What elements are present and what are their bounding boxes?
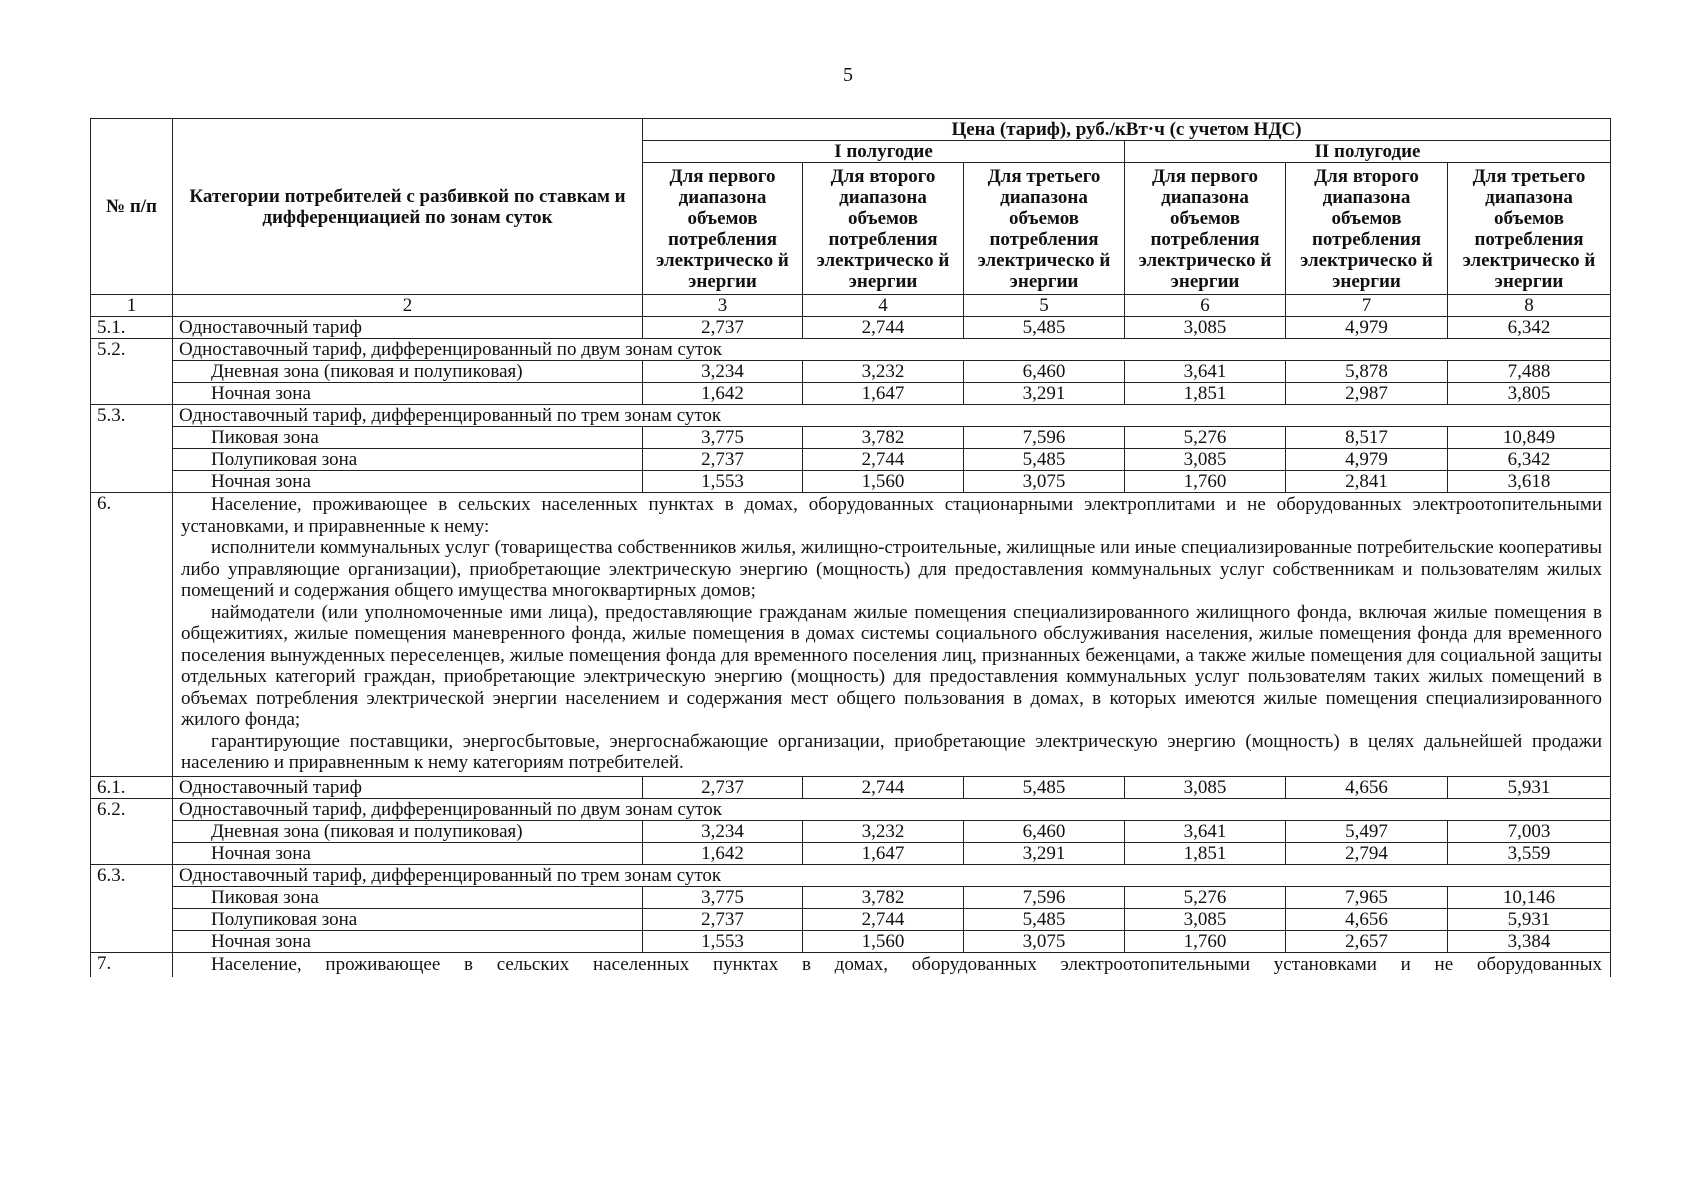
tariff-value: 3,075: [964, 471, 1125, 493]
tariff-value: 3,234: [643, 820, 803, 842]
row-number: 6.3.: [91, 864, 173, 952]
table-row: [91, 930, 1611, 952]
table-row: [91, 405, 1611, 427]
tariff-value: 5,497: [1286, 820, 1448, 842]
row-label: Ночная зона: [173, 471, 643, 493]
row-number: 5.3.: [91, 405, 173, 493]
tariff-value: 2,744: [803, 449, 964, 471]
tariff-value: 3,291: [964, 842, 1125, 864]
row-label: Одноставочный тариф, дифференцированный по двум зонам суток: [173, 339, 1611, 361]
tariff-value: 2,737: [643, 449, 803, 471]
tariff-value: 2,744: [803, 776, 964, 798]
tariff-value: 3,384: [1448, 930, 1611, 952]
row-label: Ночная зона: [173, 930, 643, 952]
header-range-h1-1: Для первого диапазона объемов потребления электрическо й энергии: [643, 163, 803, 295]
tariff-value: 2,794: [1286, 842, 1448, 864]
tariff-value: 5,485: [964, 449, 1125, 471]
row-label: Пиковая зона: [173, 886, 643, 908]
tariff-value: 1,560: [803, 930, 964, 952]
description-paragraph: исполнители коммунальных услуг (товарищества собственников жилья, жилищно-строительные, жилищные или иные специализированные потребительские кооперативы либо управляющие организации), приобретающие электрическую энергию (мощность) для предоставления коммунальных услуг собственникам и пользователям жилых помещений и содержания общего имущества многоквартирных домов;: [181, 537, 1603, 601]
table-row: [91, 493, 1611, 777]
table-row: [91, 798, 1611, 820]
tariff-value: 2,737: [643, 317, 803, 339]
tariff-value: 5,276: [1125, 886, 1286, 908]
header-range-h1-3: Для третьего диапазона объемов потребления электрическо й энергии: [964, 163, 1125, 295]
tariff-value: 4,979: [1286, 449, 1448, 471]
row-label: Ночная зона: [173, 842, 643, 864]
tariff-value: 7,965: [1286, 886, 1448, 908]
tariff-value: 8,517: [1286, 427, 1448, 449]
tariff-value: 7,003: [1448, 820, 1611, 842]
tariff-value: 3,775: [643, 427, 803, 449]
tariff-value: 6,342: [1448, 449, 1611, 471]
header-range-h2-1: Для первого диапазона объемов потребления электрическо й энергии: [1125, 163, 1286, 295]
tariff-value: 1,553: [643, 471, 803, 493]
table-row: [91, 952, 1611, 977]
col-number: 2: [173, 295, 643, 317]
row-number: 5.2.: [91, 339, 173, 405]
tariff-value: 1,760: [1125, 930, 1286, 952]
tariff-value: 7,596: [964, 427, 1125, 449]
consumer-description: [173, 952, 1611, 977]
row-number: 7.: [91, 952, 173, 977]
tariff-value: 5,485: [964, 776, 1125, 798]
tariff-value: 1,647: [803, 383, 964, 405]
header-price-title: Цена (тариф), руб./кВт·ч (с учетом НДС): [643, 119, 1611, 141]
tariff-value: 4,979: [1286, 317, 1448, 339]
tariff-value: 3,641: [1125, 820, 1286, 842]
tariff-value: 3,075: [964, 930, 1125, 952]
row-number: 6.1.: [91, 776, 173, 798]
col-number: 1: [91, 295, 173, 317]
header-range-h1-2: Для второго диапазона объемов потребления электрическо й энергии: [803, 163, 964, 295]
header-row-1: [91, 119, 1611, 141]
row-label: Ночная зона: [173, 383, 643, 405]
row-label: Одноставочный тариф, дифференцированный по трем зонам суток: [173, 864, 1611, 886]
table-row: [91, 383, 1611, 405]
tariff-value: 2,744: [803, 317, 964, 339]
tariff-value: 3,232: [803, 820, 964, 842]
tariff-value: 5,878: [1286, 361, 1448, 383]
row-label: Одноставочный тариф, дифференцированный по трем зонам суток: [173, 405, 1611, 427]
row-number: 6.: [91, 493, 173, 777]
header-category: Категории потребителей с разбивкой по ставкам и дифференциацией по зонам суток: [173, 119, 643, 295]
tariff-value: 2,987: [1286, 383, 1448, 405]
table-row: [91, 776, 1611, 798]
tariff-value: 1,642: [643, 842, 803, 864]
table-row: [91, 886, 1611, 908]
tariff-value: 5,276: [1125, 427, 1286, 449]
column-number-row: [91, 295, 1611, 317]
tariff-value: 3,085: [1125, 776, 1286, 798]
tariff-value: 3,291: [964, 383, 1125, 405]
tariff-value: 6,460: [964, 361, 1125, 383]
tariff-value: 5,485: [964, 908, 1125, 930]
header-num: № п/п: [91, 119, 173, 295]
table-row: [91, 449, 1611, 471]
table-row: [91, 471, 1611, 493]
row-label: Дневная зона (пиковая и полупиковая): [173, 361, 643, 383]
col-number: 6: [1125, 295, 1286, 317]
tariff-value: 5,931: [1448, 908, 1611, 930]
tariff-value: 1,647: [803, 842, 964, 864]
row-label: Полупиковая зона: [173, 908, 643, 930]
tariff-value: 6,342: [1448, 317, 1611, 339]
tariff-value: 5,485: [964, 317, 1125, 339]
tariff-value: 2,744: [803, 908, 964, 930]
tariff-value: 3,559: [1448, 842, 1611, 864]
tariff-value: 2,737: [643, 776, 803, 798]
row-label: Одноставочный тариф: [173, 317, 643, 339]
tariff-value: 1,560: [803, 471, 964, 493]
row-number: 6.2.: [91, 798, 173, 864]
tariff-value: 3,232: [803, 361, 964, 383]
row-label: Дневная зона (пиковая и полупиковая): [173, 820, 643, 842]
tariff-value: 3,775: [643, 886, 803, 908]
col-number: 3: [643, 295, 803, 317]
table-row: [91, 908, 1611, 930]
table-row: [91, 427, 1611, 449]
row-label: Одноставочный тариф, дифференцированный по двум зонам суток: [173, 798, 1611, 820]
row-label: Одноставочный тариф: [173, 776, 643, 798]
table-row: [91, 317, 1611, 339]
table-row: [91, 339, 1611, 361]
tariff-value: 2,657: [1286, 930, 1448, 952]
tariff-value: 10,146: [1448, 886, 1611, 908]
tariff-value: 2,737: [643, 908, 803, 930]
tariff-value: 3,618: [1448, 471, 1611, 493]
tariff-value: 3,085: [1125, 317, 1286, 339]
tariff-value: 3,085: [1125, 449, 1286, 471]
tariff-value: 1,553: [643, 930, 803, 952]
header-range-h2-3: Для третьего диапазона объемов потребления электрическо й энергии: [1448, 163, 1611, 295]
row-label: Полупиковая зона: [173, 449, 643, 471]
tariff-value: 3,641: [1125, 361, 1286, 383]
tariff-value: 1,851: [1125, 842, 1286, 864]
tariff-value: 7,488: [1448, 361, 1611, 383]
tariff-value: 3,782: [803, 886, 964, 908]
page-number: 5: [843, 64, 853, 86]
tariff-value: 1,760: [1125, 471, 1286, 493]
tariff-value: 3,085: [1125, 908, 1286, 930]
tariff-value: 1,851: [1125, 383, 1286, 405]
consumer-description: [173, 493, 1611, 777]
tariff-value: 7,596: [964, 886, 1125, 908]
tariff-value: 3,782: [803, 427, 964, 449]
tariff-value: 2,841: [1286, 471, 1448, 493]
description-paragraph: Население, проживающее в сельских населенных пунктах в домах, оборудованных электроотопительными установками и не оборудованных: [211, 953, 1603, 975]
tariff-value: 10,849: [1448, 427, 1611, 449]
table-row: [91, 864, 1611, 886]
col-number: 4: [803, 295, 964, 317]
header-half-1: I полугодие: [643, 141, 1125, 163]
col-number: 5: [964, 295, 1125, 317]
tariff-value: 6,460: [964, 820, 1125, 842]
tariff-value: 3,805: [1448, 383, 1611, 405]
header-half-2: II полугодие: [1125, 141, 1611, 163]
tariff-table: [90, 118, 1611, 977]
row-number: 5.1.: [91, 317, 173, 339]
col-number: 7: [1286, 295, 1448, 317]
tariff-value: 1,642: [643, 383, 803, 405]
description-paragraph: Население, проживающее в сельских населенных пунктах в домах, оборудованных стационарными электроплитами и не оборудованных электроотопительными установками, и приравненные к нему:: [181, 494, 1603, 537]
table-row: [91, 361, 1611, 383]
row-label: Пиковая зона: [173, 427, 643, 449]
description-paragraph: гарантирующие поставщики, энергосбытовые, энергоснабжающие организации, приобретающие электрическую энергию (мощность) в целях дальнейшей продажи населению и приравненным к нему категориям потребителей.: [181, 730, 1603, 773]
table-row: [91, 842, 1611, 864]
tariff-value: 5,931: [1448, 776, 1611, 798]
col-number: 8: [1448, 295, 1611, 317]
tariff-value: 3,234: [643, 361, 803, 383]
tariff-value: 4,656: [1286, 908, 1448, 930]
header-range-h2-2: Для второго диапазона объемов потребления электрическо й энергии: [1286, 163, 1448, 295]
table-row: [91, 820, 1611, 842]
tariff-value: 4,656: [1286, 776, 1448, 798]
description-paragraph: наймодатели (или уполномоченные ими лица), предоставляющие гражданам жилые помещения специализированного жилищного фонда, включая жилые помещения в общежитиях, жилые помещения маневренного фонда, жилые помещения в домах системы социального обслуживания населения, жилые помещения фонда для временного поселения вынужденных переселенцев, жилые помещения фонда для временного поселения лиц, признанных беженцами, а также жилые помещения для социальной защиты отдельных категорий граждан, приобретающие электрическую энергию (мощность) для предоставления коммунальных услуг пользователям таких жилых помещений в объемах потребления электрической энергии населением и содержания мест общего пользования в домах, в которых имеются жилые помещения специализированного жилого фонда;: [181, 601, 1603, 730]
